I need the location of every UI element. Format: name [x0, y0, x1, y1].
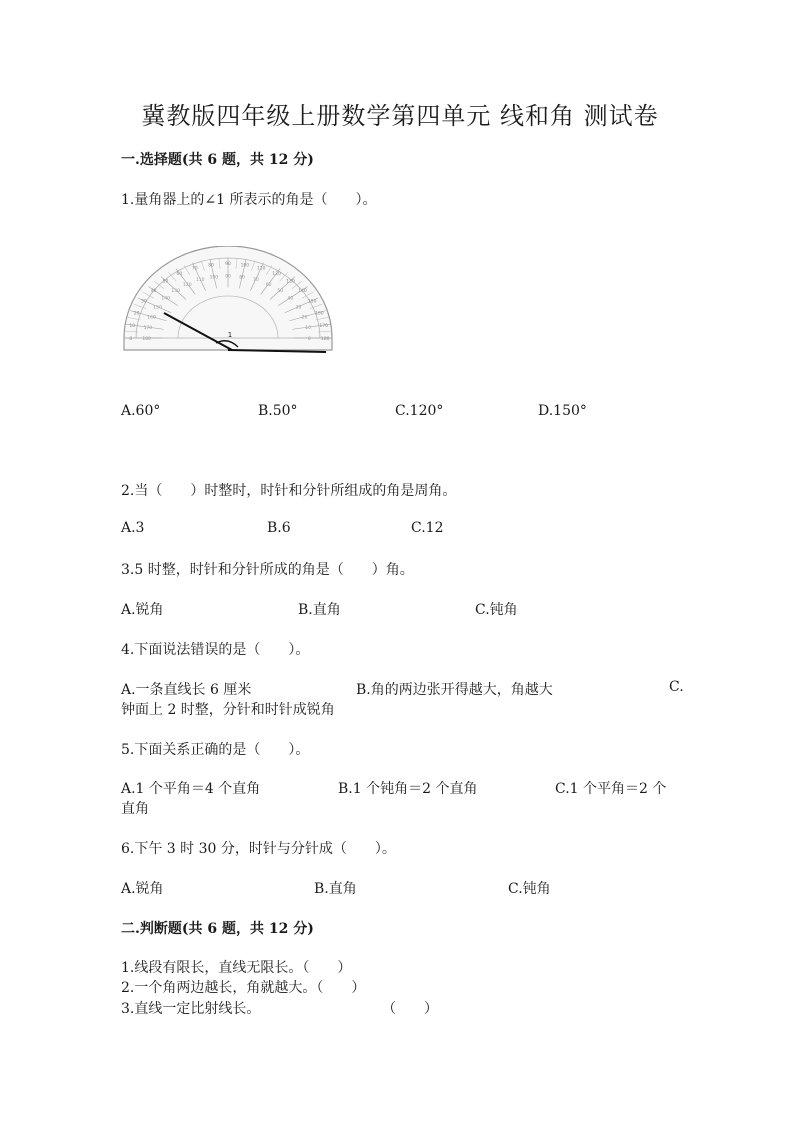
q2-option-c[interactable]: C.12	[411, 520, 444, 536]
protractor-inner-label: 50	[277, 289, 284, 295]
q1-option-d[interactable]: D.150°	[538, 403, 587, 419]
protractor-inner-label: 130	[171, 289, 180, 295]
q2-option-a[interactable]: A.3	[121, 520, 145, 536]
protractor-outer-label: 30	[140, 299, 147, 305]
question-3: 3.5 时整，时针和分针所成的角是（ ）角。	[121, 562, 414, 578]
protractor-inner-label: 0	[307, 337, 311, 342]
section-heading-judgement: 二.判断题(共 6 题，共 12 分)	[121, 921, 314, 937]
page-title: 冀教版四年级上册数学第四单元 线和角 测试卷	[141, 102, 659, 130]
q2-option-b[interactable]: B.6	[267, 520, 291, 536]
q3-option-c[interactable]: C.钝角	[475, 602, 518, 618]
protractor-outer-label: 170	[319, 324, 329, 330]
protractor-inner-label: 100	[209, 275, 219, 281]
protractor-outer-label: 0	[129, 337, 133, 342]
protractor-outer-label: 100	[240, 263, 250, 269]
protractor-outer-label: 120	[272, 272, 281, 278]
q3-option-a[interactable]: A.锐角	[121, 602, 164, 618]
protractor-inner-label: 120	[183, 282, 192, 288]
section-heading-choice: 一.选择题(共 6 题，共 12 分)	[121, 152, 314, 168]
q1-option-b[interactable]: B.50°	[258, 403, 298, 419]
q5-option-c[interactable]: C.1 个平角＝2 个	[555, 781, 667, 797]
q3-option-b[interactable]: B.直角	[298, 602, 341, 618]
question-2: 2.当（ ）时整时，时针和分针所组成的角是周角。	[121, 483, 457, 499]
protractor-outer-label: 80	[208, 263, 214, 269]
protractor-inner-label: 110	[195, 278, 205, 284]
protractor-outer-label: 150	[307, 299, 317, 305]
q4-option-c-continuation[interactable]: 钟面上 2 时整，分针和时针成锐角	[121, 702, 335, 718]
protractor-inner-label: 70	[252, 278, 259, 284]
protractor-inner-label: 40	[287, 296, 294, 302]
q4-option-a[interactable]: A.一条直线长 6 厘米	[121, 682, 252, 698]
question-6: 6.下午 3 时 30 分，时针与分针成（ ）。	[121, 841, 396, 857]
protractor-outer-label: 110	[256, 266, 266, 272]
judgement-item-3-blank[interactable]: （ ）	[382, 1001, 438, 1017]
angle-label: 1	[227, 331, 233, 339]
protractor-inner-label: 160	[147, 315, 156, 321]
q1-option-c[interactable]: C.120°	[395, 403, 444, 419]
q5-option-c-continuation[interactable]: 直角	[121, 801, 149, 817]
protractor-inner-label: 10	[305, 326, 311, 332]
protractor-outer-label: 140	[298, 288, 307, 294]
q1-option-a[interactable]: A.60°	[121, 403, 161, 419]
protractor-inner-label: 90	[225, 274, 231, 280]
q6-option-a[interactable]: A.锐角	[121, 881, 164, 897]
q6-option-c[interactable]: C.钝角	[508, 881, 551, 897]
protractor-inner-label: 80	[239, 275, 245, 281]
protractor-outer-label: 160	[315, 311, 324, 317]
protractor-outer-label: 90	[225, 262, 231, 268]
protractor-inner-label: 60	[265, 282, 272, 288]
q5-option-a[interactable]: A.1 个平角＝4 个直角	[121, 781, 261, 797]
protractor-outer-label: 60	[176, 272, 183, 278]
protractor-outer-label: 20	[133, 311, 140, 317]
protractor-outer-label: 130	[286, 279, 295, 285]
q4-option-c[interactable]: C.	[669, 679, 684, 695]
protractor-inner-label: 150	[153, 305, 162, 311]
protractor-outer-label: 70	[191, 266, 198, 272]
protractor-outer-label: 40	[150, 288, 157, 294]
protractor-inner-label: 140	[161, 296, 170, 302]
judgement-item-2: 2.一个角两边越长，角就越大。（ ）	[121, 980, 366, 996]
protractor-outer-label: 50	[162, 279, 169, 285]
question-4: 4.下面说法错误的是（ ）。	[121, 642, 310, 658]
judgement-item-1: 1.线段有限长，直线无限长。（ ）	[121, 960, 352, 976]
protractor-inner-label: 20	[301, 315, 308, 321]
protractor-inner-label: 180	[142, 337, 151, 342]
question-5: 5.下面关系正确的是（ ）。	[121, 742, 310, 758]
protractor-outer-label: 10	[129, 324, 136, 330]
protractor-outer-label: 180	[320, 337, 330, 342]
protractor-inner-label: 170	[143, 326, 153, 332]
question-1: 1.量角器上的∠1 所表示的角是（ ）。	[121, 192, 377, 208]
q5-option-b[interactable]: B.1 个钝角＝2 个直角	[338, 781, 478, 797]
judgement-item-3: 3.直线一定比射线长。	[121, 1001, 261, 1017]
q6-option-b[interactable]: B.直角	[314, 881, 357, 897]
q4-option-b[interactable]: B.角的两边张开得越大，角越大	[356, 682, 553, 698]
protractor-inner-label: 30	[295, 305, 302, 311]
protractor-figure	[120, 246, 336, 356]
